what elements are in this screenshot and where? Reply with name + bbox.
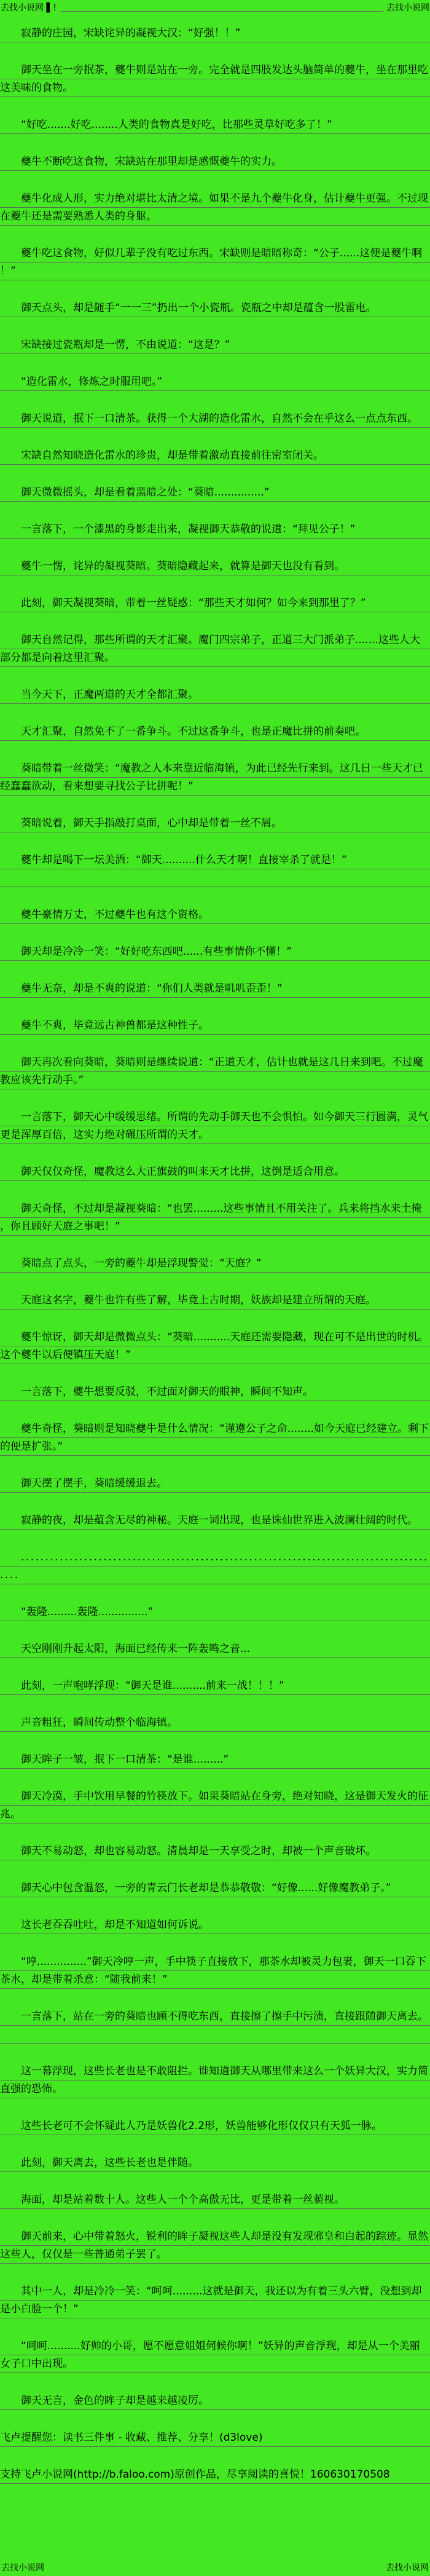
novel-paragraph: 夔牛化成人形，实力绝对堪比太清之境。如果不是九个夔牛化身，估计夔牛更强。不过现在夔牛还是需要熟悉人类的身躯。 [0,190,430,226]
page-footer [1,2562,429,2574]
novel-paragraph: 御天心中包含温怒，一旁的青云门长老却是恭恭敬敬：“好像......好像魔教弟子。” [0,1879,430,1897]
novel-paragraph: 御天坐在一旁抿茶，夔牛则是站在一旁。完全就是四肢发达头脑简单的夔牛，坐在那里吃这美味的食物。 [0,61,430,97]
novel-paragraph: 一言落下，御天心中缓缓思绪。所谓的先动手御天也不会惧怕。如今御天三行圆满，灵气更是浑厚百倍，这实力绝对碾压所谓的天才。 [0,1108,430,1144]
novel-paragraph: 天才汇聚，自然免不了一番争斗。不过这番争斗，也是正魔比拼的前奏吧。 [0,723,430,741]
novel-paragraph: 御天冷漠，手中饮用早餐的竹筷放下。如果葵暗站在身旁，绝对知晓，这是御天发火的征兆。 [0,1788,430,1823]
novel-paragraph: ........................................................................................ [0,1549,430,1584]
page-header [0,0,430,14]
novel-paragraph: 夔牛吃这食物，好似几辈子没有吃过东西。宋缺则是暗暗称奇：“公子......这便是夔牛啊！” [0,245,430,280]
novel-paragraph: “轰隆.........轰隆...............” [0,1603,430,1621]
novel-text-body [0,25,430,2484]
novel-paragraph: 夔牛奇怪，葵暗则是知晓夔牛是什么情况：“谨遵公子之命........如今天庭已经建立。剩下的便是扩张。” [0,1420,430,1456]
novel-paragraph: 这一幕浮现，这些长老也是不敢阻拦。谁知道御天从哪里带来这么一个妖异大汉，实力简直强的恐怖。 [0,2063,430,2098]
site-name-right[interactable]: 去找小说网 [386,3,429,13]
novel-paragraph: 此刻，御天离去，这些长老也是伴随。 [0,2154,430,2172]
novel-paragraph: 夔牛豪情万丈，不过夔牛也有这个资格。 [0,906,430,924]
novel-paragraph: 这些长老可不会怀疑此人乃是妖兽化2.2形，妖兽能够化形仅仅只有天狐一脉。 [0,2117,430,2135]
novel-paragraph: 天空刚刚升起太阳，海面已经传来一阵轰鸣之音... [0,1640,430,1658]
site-name-left[interactable]: 去找小说网 ▌! [1,3,57,13]
novel-paragraph: 御天却是冷冷一笑：“好好吃东西吧......有些事情你不懂！” [0,943,430,961]
novel-paragraph: 葵暗带着一丝微笑：“魔教之人本来靠近临海镇，为此已经先行来到。这几日一些天才已经蠢蠢欲动，看来想要寻找公子比拼呢！” [0,760,430,796]
novel-paragraph: 声音粗狂，瞬间传动整个临海镇。 [0,1714,430,1732]
novel-paragraph: 夔牛却是喝下一坛美酒：“御天..........什么天才啊！直接宰杀了就是！” [0,851,430,887]
novel-paragraph: 夔牛不爽，毕竟远古神兽都是这种性子。 [0,1017,430,1035]
novel-paragraph: 御天说道，抿下一口清茶。获得一个大湖的造化雷水，自然不会在乎这么一点点东西。 [0,410,430,428]
novel-paragraph: 寂静的庄园，宋缺诧异的凝视大汉：“好强！！” [0,25,430,42]
novel-paragraph: “呵呵..........好帅的小哥，愿不愿意姐姐伺候你啊！”妖异的声音浮现，却是从一个美丽女子口中出现。 [0,2337,430,2373]
novel-paragraph: “好吃.......好吃........人类的食物真是好吃，比那些灵草好吃多了！” [0,116,430,134]
novel-paragraph: 御天前来，心中带着怒火，锐利的眸子凝视这些人却是没有发现邪皇和白起的踪迹。显然这些人，仅仅是一些普通弟子罢了。 [0,2228,430,2264]
novel-paragraph: 支持飞卢小说网(http://b.faloo.com)原创作品，尽享阅读的喜悦！160630170508 [0,2466,430,2484]
novel-paragraph: “造化雷水，修炼之时服用吧。” [0,373,430,391]
footer-site-left[interactable]: 去找小说网 [1,2563,44,2573]
novel-paragraph: 其中一人，却是冷冷一笑：“呵呵.........这就是御天，我还以为有着三头六臂，没想到却是小白脸一个！” [0,2283,430,2318]
novel-paragraph: 一言落下，一个漆黑的身影走出来，凝视御天恭敬的说道：“拜见公子！” [0,521,430,539]
novel-paragraph: 御天仅仅奇怪，魔教这么大正旗鼓的叫来天才比拼，这倒是适合用意。 [0,1163,430,1181]
novel-paragraph: 宋缺接过瓷瓶却是一愣，不由说道：“这是？” [0,336,430,354]
novel-paragraph: 天庭这名字，夔牛也许有些了解，毕竟上古时期，妖族却是建立所谓的天庭。 [0,1292,430,1310]
novel-paragraph: 海面，却是站着数十人。这些人一个个高傲无比，更是带着一丝藐视。 [0,2191,430,2209]
novel-paragraph: 御天不易动怒，却也容易动怒。清晨却是一天享受之时，却被一个声音破坏。 [0,1843,430,1860]
novel-paragraph: 飞卢提醒您：读书三件事 - 收藏、推荐、分享！(d3love) [0,2429,430,2447]
novel-paragraph: 御天眸子一皱，抿下一口清茶：“是谁.........” [0,1751,430,1769]
novel-paragraph: 夔牛惊讶，御天却是微微点头：“葵暗...........天庭还需要隐藏，现在可不是出世的时机。这个夔牛以后便镇压天庭！” [0,1329,430,1364]
novel-paragraph: 御天点头，却是随手“一一三”扔出一个小瓷瓶。瓷瓶之中却是蕴含一股雷电。 [0,299,430,317]
novel-paragraph: 御天奇怪，不过却是凝视葵暗：“也罢.........这些事情且不用关注了。兵来将挡水来土掩，你且顾好天庭之事吧！” [0,1200,430,1236]
novel-paragraph: 宋缺自然知晓造化雷水的珍贵，却是带着激动直接前往密室闭关。 [0,447,430,465]
novel-paragraph: 夔牛不断吃这食物，宋缺站在那里却是感慨夔牛的实力。 [0,153,430,171]
novel-paragraph: 此刻，一声咆哮浮现：“御天是谁..........前来一战！！！” [0,1677,430,1695]
novel-paragraph: 一言落下，站在一旁的葵暗也顾不得吃东西，直接擦了擦手中污渍，直接跟随御天离去。 [0,2008,430,2044]
novel-paragraph: 御天自然记得，那些所谓的天才汇聚。魔门四宗弟子，正道三大门派弟子.......这些人大部分都是向着这里汇聚。 [0,631,430,667]
novel-paragraph: 这长老吞吞吐吐，却是不知道如何诉说。 [0,1916,430,1934]
novel-paragraph: 御天摆了摆手，葵暗缓缓退去。 [0,1475,430,1493]
novel-paragraph: 御天再次看向葵暗，葵暗则是继续说道：“正道天才，估计也就是这几日来到吧。不过魔教应该先行动手。” [0,1054,430,1089]
novel-paragraph: 寂静的夜，却是蕴含无尽的神秘。天庭一词出现，也是诛仙世界进入波澜壮阔的时代。 [0,1512,430,1530]
novel-paragraph: 当今天下，正魔两道的天才全都汇聚。 [0,686,430,704]
novel-paragraph: 葵暗说着，御天手指敲打桌面，心中却是带着一丝不屑。 [0,815,430,832]
novel-paragraph: 御天微微摇头，却是看着黑暗之处：“葵暗...............” [0,484,430,502]
novel-paragraph: “哼...............”御天冷哼一声，手中筷子直接放下，那茶水却被灵力包裹，御天一口吞下茶水，却是带着杀意：“随我前来！” [0,1953,430,1989]
novel-paragraph: 此刻，御天凝视葵暗，带着一丝疑惑：“那些天才如何？如今来到那里了？” [0,595,430,612]
novel-paragraph: 葵暗点了点头，一旁的夔牛却是浮现警觉：“天庭？” [0,1255,430,1273]
novel-paragraph: 一言落下，夔牛想要反驳，不过面对御天的眼神，瞬间不知声。 [0,1383,430,1401]
footer-site-right[interactable]: 去找小说网 [386,2563,429,2573]
novel-paragraph: 夔牛一愣，诧异的凝视葵暗。葵暗隐藏起来，就算是御天也没有看到。 [0,558,430,575]
novel-paragraph: 御天无言，金色的眸子却是越来越凌厉。 [0,2392,430,2410]
novel-paragraph: 夔牛无奈，却是不爽的说道：“你们人类就是叽叽歪歪！” [0,980,430,998]
header-underline [61,10,383,12]
